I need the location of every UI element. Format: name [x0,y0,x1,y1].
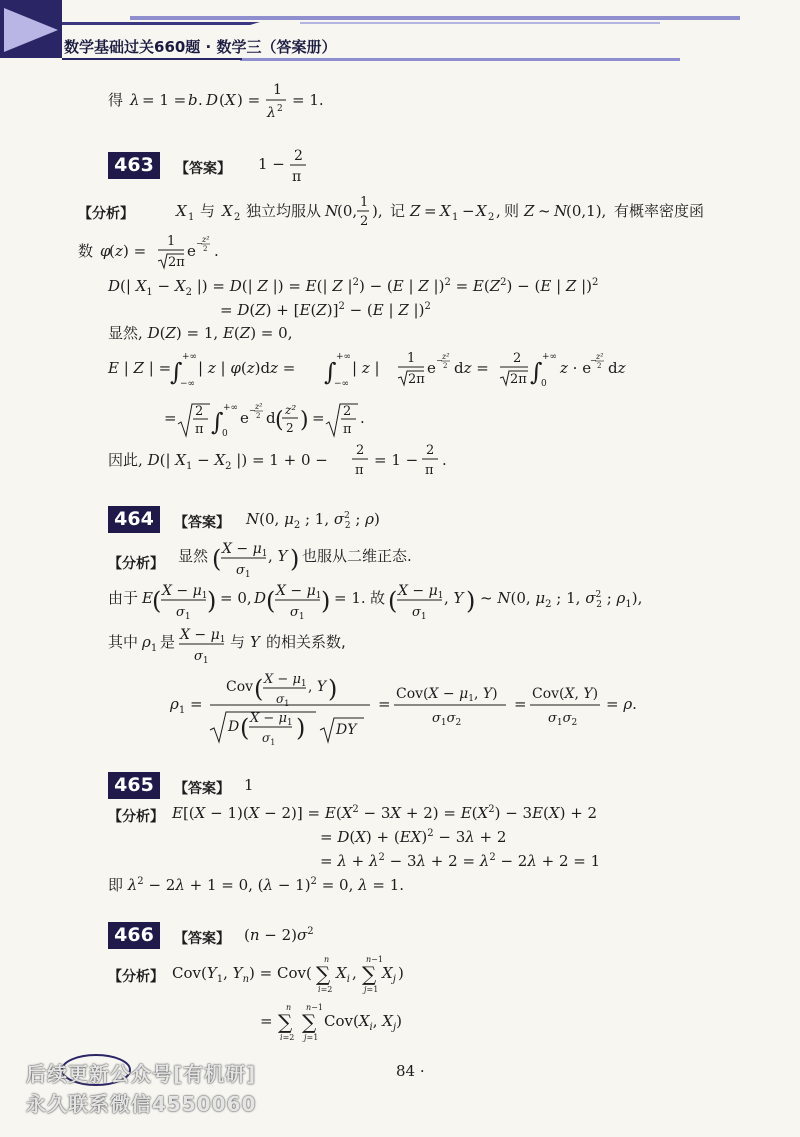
svg-text:(: ( [212,545,222,573]
analysis-tag-464: 【分析】 [108,556,164,572]
svg-text:则: 则 [504,202,520,220]
svg-text:X: X [476,202,487,220]
answer-466 [244,922,334,948]
svg-text:= D(X) + (EX)2 − 3λ + 2: = D(X) + (EX)$^2$ − 3λ + 2 [320,828,507,846]
svg-text:X − μ1: $X - \mu_1$ [180,627,226,645]
watermark-line-1: 后续更新公众号[有机研] [26,1062,257,1086]
svg-text:X: X [440,202,451,220]
analysis-465-line-4 [108,872,468,898]
analysis-463-line-6 [164,398,424,442]
svg-text:故: 故 [370,589,386,607]
analysis-tag-466: 【分析】 [108,969,164,985]
svg-text:e: e [427,359,436,377]
svg-text:的相关系数,: 的相关系数, [266,633,346,651]
svg-text:N: N [554,202,568,220]
analysis-464-line-1 [178,538,438,582]
svg-text:Cov(Y1, Yn) = Cov(: $Cov(Y_1$, $Y_n) = Cov$( [172,964,312,985]
svg-text:N: N [325,202,339,220]
svg-text:D: D [254,589,267,607]
svg-text:=: = [378,695,391,713]
svg-text:2: 2 [513,351,522,366]
svg-text:): ) [466,587,476,615]
svg-text:) =: ) = [237,91,261,109]
svg-text:1: 1 [360,195,369,210]
svg-text:z · e: z · e [560,359,592,377]
svg-text:σ1: $\sigma_1$ [262,731,276,747]
svg-text:dz: dz [608,359,626,377]
svg-text:Z: Z [524,202,535,220]
svg-text:−∞: −∞ [334,379,350,389]
svg-text:−: − [196,239,203,248]
svg-text:2: 2 [195,404,204,419]
svg-text:D: D [228,719,240,735]
svg-text:由于: 由于 [108,589,139,607]
analysis-tag-463: 【分析】 [78,206,134,222]
svg-text:): ) [398,964,404,982]
svg-text:e: e [240,409,249,427]
answer-463 [258,148,318,190]
svg-text:X − μ1: $X - \mu_1$ [222,541,268,559]
svg-text:N(0, μ2 ; 1, σ22 ; ρ): N(0, $\mu_2$ ; 1, $\sigma^2$ 2 ; ρ) [246,510,380,531]
svg-text:σ1: $\sigma_1$ [176,605,191,622]
svg-text:即 λ2 − 2λ + 1 = 0, (λ − 1)2 =: 即 $\lambda^2 - 2\lambda + 1 = 0$, $(\lambda - 1)^2 = 0$, λ = 1. [108,876,405,894]
svg-text:=: = [312,409,325,427]
svg-text:=: = [190,695,203,713]
analysis-464-line-4 [170,664,650,748]
svg-text:E | Z | =: E | Z | = [108,359,172,377]
svg-text:= 1.: = 1. [334,589,366,607]
problem-number-463: 463 [108,152,160,179]
problem-number-464: 464 [108,506,160,533]
svg-text:~ N(0, μ2 ; 1, σ22 ; ρ1),: ~ N(0, $\mu_2$ ; 1, $\sigma^2$ 2 ; $\rho_1$), [480,589,643,610]
svg-text:E[(X − 1)(X − 2)] = E(X2 − 3X: $E[(X - 1)(X - 2)] = E(X^2 - 3X + 2) = E(X^2) - 3E(X) + 2$ [172,804,598,822]
svg-text:=: = [514,695,527,713]
svg-text:(0,1),: (0,1), [566,202,607,220]
svg-text:z²: z² [255,402,263,411]
svg-text:X: X [176,202,187,220]
svg-text:2: 2 [426,443,435,458]
analysis-464-line-2 [108,580,748,624]
svg-text:(: ( [254,675,264,703]
svg-text:是: 是 [160,633,176,651]
header-decoration [0,0,800,70]
svg-text:(: ( [275,408,284,433]
svg-text:.: . [442,451,447,469]
svg-text:z²: z² [285,403,297,417]
svg-text:∫: ∫ [170,358,183,386]
intro-line [108,78,408,124]
svg-text:E: E [142,589,153,607]
svg-text:= D(Z) + [E(Z)]2 − (E | Z |)2: = $D(Z) + [E(Z)]^2 - (E$ | Z |)$^2$ [220,301,431,319]
svg-text:(: ( [240,714,250,742]
svg-text:| z |: | z | [352,359,380,377]
svg-text:∑: ∑ [278,1010,293,1034]
svg-text:j=1: j=1 [304,1033,319,1042]
svg-text:得: 得 [108,91,124,109]
svg-text:1: 1 [452,212,459,223]
svg-text:DY: DY [336,722,357,738]
svg-text:): ) [290,545,300,573]
problem-number-465: 465 [108,772,160,799]
svg-text:n−1: n−1 [306,1003,323,1012]
svg-text:Y: Y [250,633,260,651]
svg-text:∫: ∫ [530,358,543,386]
svg-text:1: 1 [273,82,282,98]
svg-text:σ1: $\sigma_1$ [194,649,209,666]
svg-text:∫: ∫ [324,358,337,386]
svg-text:(: ( [266,587,276,615]
analysis-463-line-4 [108,322,408,346]
svg-text:1: 1 [407,351,416,366]
svg-text:z²: z² [596,352,604,361]
svg-text:2: 2 [294,148,303,164]
svg-text:记: 记 [390,202,406,220]
svg-text:φ: φ [100,242,111,260]
svg-text:1: 1 [188,212,195,223]
svg-text:显然: 显然 [178,547,209,565]
svg-text:d: d [266,409,276,427]
svg-text:2: 2 [488,212,495,223]
svg-text:独立均服从: 独立均服从 [246,202,322,220]
svg-text:σ1: $\sigma_1$ [290,605,305,622]
svg-text:Cov: Cov [226,679,254,695]
svg-text:也服从二维正态.: 也服从二维正态. [302,547,412,565]
svg-text:0: 0 [222,429,228,439]
svg-text:σ1: $\sigma_1$ [236,563,251,580]
svg-text:z²: z² [442,352,450,361]
svg-text:n−1: n−1 [366,955,383,964]
svg-text:i=2: i=2 [280,1033,295,1042]
svg-text:因此, D(| X1 − X2 |) = 1 + 0 −: 因此, D(| $X_1 - X_2$ |) = 1 + 0 − [108,451,328,472]
svg-text:0: 0 [541,379,547,389]
svg-text:.: . [198,91,203,109]
svg-text:(n − 2)σ2: $(n - 2)\sigma^2$ [244,926,314,944]
analysis-463-line-7 [108,440,508,484]
analysis-463-line-3 [108,275,708,325]
svg-text:Xj: $X_j$ [382,964,396,985]
svg-text:−: − [249,406,256,415]
svg-text:X − μ1: $X - \mu_1$ [250,711,293,728]
svg-text:= λ + λ2 − 3λ + 2 = λ2 − 2λ +: = $\lambda + \lambda^2 - 3\lambda + 2 = \lambda^2 - 2\lambda + 2 = 1$ [320,852,601,870]
svg-text:−: − [462,202,475,220]
svg-text:λ: λ [130,91,140,109]
svg-text:σ1: $\sigma_1$ [276,692,290,708]
analysis-466-lines [172,950,472,1050]
svg-text:X − μ1: $X - \mu_1$ [162,583,208,601]
svg-text:Cov(X, Y): Cov(X, Y) [532,686,599,702]
svg-text:n: n [286,1003,292,1012]
svg-text:),: ), [372,202,383,220]
svg-text:X − μ1: $X - \mu_1$ [398,583,444,601]
svg-text:X: X [225,91,236,109]
analysis-465-lines [172,800,652,876]
svg-text:Cov(Xi, Xj): $Cov(X_i$, $X_j$) [324,1012,402,1033]
svg-text:=: = [260,1012,273,1030]
svg-text:, Y: , Y [268,547,288,565]
svg-text:数: 数 [78,242,94,260]
svg-text:2: 2 [443,362,448,370]
svg-text:(0,: (0, [337,202,358,220]
answer-tag-463: 【答案】 [175,161,231,177]
svg-text:=: = [424,202,437,220]
svg-text:与: 与 [200,202,216,220]
svg-text:dz =: dz = [454,359,489,377]
problem-number-466: 466 [108,922,160,949]
svg-text:+∞: +∞ [336,352,352,362]
svg-text:): ) [207,587,217,615]
svg-text:∑: ∑ [362,962,377,986]
svg-text:∑: ∑ [302,1010,317,1034]
svg-text:2π: 2π [168,255,185,270]
svg-text:2: 2 [203,245,208,253]
analysis-463-line-5 [108,346,728,396]
svg-text:σ1σ2: $\sigma_1\sigma_2$ [432,711,462,728]
svg-text:2: 2 [597,362,602,370]
svg-text:, Y: , Y [308,679,327,695]
svg-text:~: ~ [538,202,551,220]
svg-text:,: , [352,964,357,982]
svg-text:n: n [324,955,330,964]
svg-text:σ1σ2: $\sigma_1\sigma_2$ [548,711,578,728]
svg-text:2: 2 [234,212,241,223]
svg-text:+∞: +∞ [223,403,239,413]
svg-text:−: − [590,356,597,365]
svg-text:(: ( [152,587,162,615]
svg-text:−∞: −∞ [180,379,196,389]
svg-text:π: π [425,463,434,478]
analysis-463-line-1 [170,192,770,232]
svg-text:ρ1: $\rho_1$ [170,695,186,716]
page-number: 84 · [396,1062,425,1080]
svg-text:= 1.: = 1. [292,91,324,109]
svg-text:) =: ) = [123,242,147,260]
svg-text:Xi: $X_i$ [336,964,350,985]
svg-text:−: − [436,356,443,365]
svg-text:+∞: +∞ [182,352,198,362]
svg-text:显然, D(Z) = 1, E(Z) = 0,: 显然, D(Z) = 1, E(Z) = 0, [108,324,293,342]
svg-text:): ) [321,587,331,615]
svg-text:D: D [206,91,219,109]
svg-text:X − μ1: $X - \mu_1$ [264,672,307,689]
analysis-463-line-2 [78,232,338,274]
analysis-464-line-3 [108,624,428,668]
svg-text:D(| X1 − X2 |) = D(| Z |) = E(: D(| $X_1 - X_2$ |) = D(| Z |) = E(| Z $|^2) - (E$ | Z $|)^2 = E(Z^2) - (E$ | Z |)$^2$ [108,277,599,298]
svg-text:1: 1 [167,234,176,249]
answer-tag-465: 【答案】 [174,781,230,797]
svg-text:= ρ.: = ρ. [606,695,637,713]
svg-text:e: e [187,242,196,260]
svg-text:π: π [355,463,364,478]
svg-text:∑: ∑ [316,962,331,986]
svg-text:2: 2 [277,104,283,114]
svg-text:π: π [292,169,302,185]
book-title: 数学基础过关660题 · 数学三（答案册） [64,38,337,56]
svg-text:): ) [328,675,338,703]
svg-text:, Y: , Y [444,589,464,607]
svg-text:.: . [360,409,365,427]
svg-text:| z | φ(z)dz =: | z | φ(z)dz = [198,359,296,377]
svg-text:(: ( [388,587,398,615]
svg-text:b: b [188,91,198,109]
answer-464 [246,506,386,532]
svg-text:π: π [343,422,352,437]
svg-text:,: , [496,202,501,220]
svg-text:有概率密度函: 有概率密度函 [614,202,705,220]
svg-text:): ) [296,714,306,742]
svg-text:): ) [300,408,309,433]
svg-text:2: 2 [256,412,261,420]
svg-text:+∞: +∞ [542,352,558,362]
svg-text:X − μ1: $X - \mu_1$ [276,583,322,601]
svg-text:= 0,: = 0, [220,589,252,607]
svg-text:1 −: 1 − [258,155,285,173]
svg-text:σ1: $\sigma_1$ [412,605,427,622]
svg-text:(: ( [109,242,115,260]
svg-text:= 1 =: = 1 = [142,91,187,109]
svg-text:Z: Z [410,202,421,220]
svg-text:2π: 2π [510,372,527,387]
watermark-line-2: 永久联系微信4550060 [26,1092,257,1116]
analysis-tag-465: 【分析】 [108,809,164,825]
answer-tag-464: 【答案】 [174,515,230,531]
svg-text:X: X [222,202,233,220]
svg-text:=: = [164,409,177,427]
svg-text:z: z [115,242,123,260]
svg-text:.: . [214,242,219,260]
svg-text:∫: ∫ [211,408,224,436]
svg-text:z²: z² [202,235,210,244]
answer-tag-466: 【答案】 [174,931,230,947]
svg-text:2: 2 [356,443,365,458]
svg-text:π: π [195,422,204,437]
svg-text:其中: 其中 [108,633,139,651]
svg-text:2: 2 [343,404,352,419]
svg-text:2π: 2π [408,372,425,387]
svg-text:(: ( [219,91,225,109]
svg-text:2: 2 [286,421,294,435]
svg-text:Cov(X − μ1, Y): $Cov(X - \mu_1$, Y) [396,686,498,704]
svg-text:i=2: i=2 [318,985,333,994]
svg-text:2: 2 [360,214,369,229]
svg-text:ρ1: $\rho_1$ [142,633,158,654]
svg-text:= 1 −: = 1 − [374,451,419,469]
svg-text:j=1: j=1 [364,985,379,994]
svg-text:与: 与 [230,633,246,651]
svg-text:λ: λ [267,105,276,121]
answer-465: 1 [244,776,254,794]
page-number-value: 84 [396,1062,416,1080]
